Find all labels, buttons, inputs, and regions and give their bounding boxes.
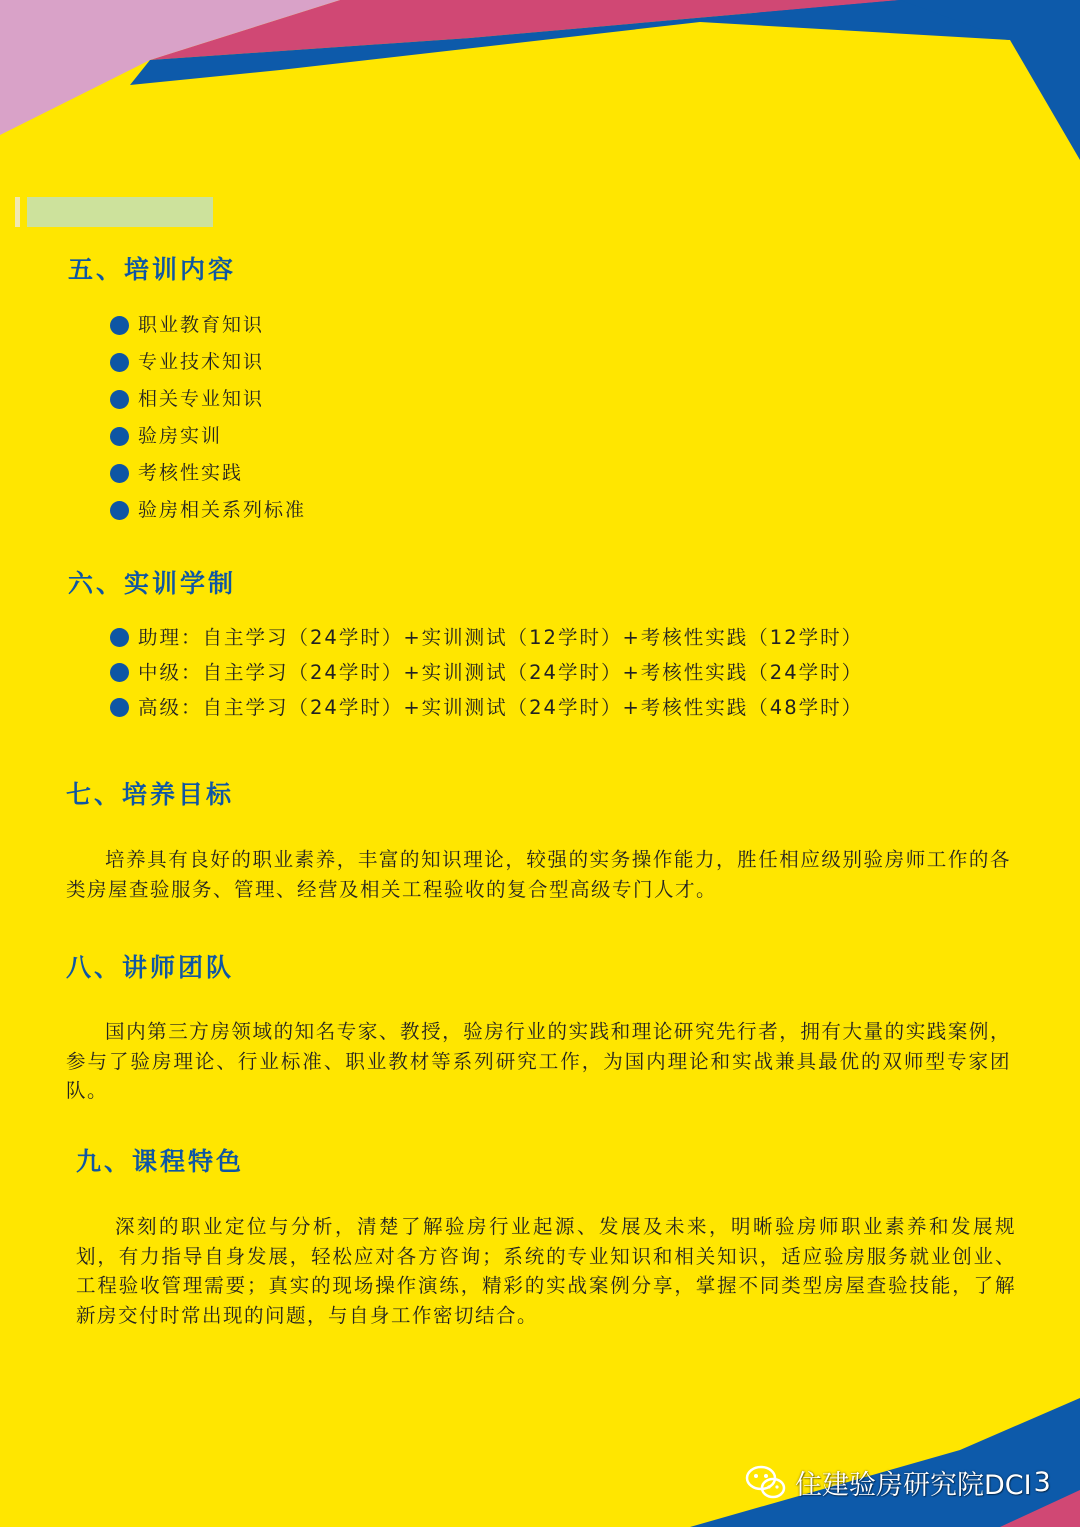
watermark-text: 住建验房研究院DCI (795, 1469, 1032, 1501)
wechat-icon (745, 1464, 787, 1500)
bullet-dot (110, 698, 129, 717)
bullet-dot (110, 628, 129, 647)
features-paragraph: 深刻的职业定位与分析，清楚了解验房行业起源、发展及未来，明晰验房师职业素养和发展规划，有力指导自身发展，轻松应对各方咨询；系统的专业知识和相关知识，适应验房服务就业创业、工程验收管理需要；真实的现场操作演练，精彩的实战案例分享，掌握不同类型房屋查验技能，了解新房交付时常出现的问题，与自身工作密切结合。 (76, 1215, 1016, 1327)
section-goal-title: 七、培养目标 (66, 780, 235, 809)
page-number: 3 (1033, 1466, 1051, 1498)
team-paragraph: 国内第三方房领域的知名专家、教授，验房行业的实践和理论研究先行者，拥有大量的实践案例，参与了验房理论、行业标准、职业教材等系列研究工作，为国内理论和实战兼具最优的双师型专家团队。 (66, 1020, 1011, 1102)
header-tab-box (27, 197, 213, 227)
list-item-text: 验房实训 (138, 425, 223, 447)
list-item (110, 497, 306, 534)
list-item (110, 624, 863, 659)
section-schedule-title: 六、实训学制 (68, 569, 237, 598)
bullet-dot (110, 663, 129, 682)
list-item-text: 考核性实践 (138, 462, 244, 484)
list-item-text: 助理：自主学习（24学时）+实训测试（12学时）+考核性实践（12学时） (138, 626, 864, 649)
list-item-text: 中级：自主学习（24学时）+实训测试（24学时）+考核性实践（24学时） (138, 661, 864, 684)
list-item (110, 386, 306, 423)
list-item (110, 423, 306, 460)
bullet-dot (110, 316, 129, 335)
list-item (110, 312, 306, 349)
list-item (110, 659, 863, 694)
section-features-title: 九、课程特色 (76, 1147, 245, 1176)
bullet-dot (110, 390, 129, 409)
list-item-text: 专业技术知识 (138, 351, 265, 373)
section-team-title: 八、讲师团队 (66, 953, 235, 982)
list-item (110, 694, 863, 729)
content-list (110, 312, 306, 534)
bullet-dot (110, 501, 129, 520)
bullet-dot (110, 464, 129, 483)
section-content-title: 五、培训内容 (68, 255, 237, 284)
list-item-text: 验房相关系列标准 (138, 499, 307, 521)
goal-paragraph: 培养具有良好的职业素养，丰富的知识理论，较强的实务操作能力，胜任相应级别验房师工作的各类房屋查验服务、管理、经营及相关工程验收的复合型高级专门人才。 (66, 848, 1011, 901)
list-item (110, 349, 306, 386)
list-item-text: 相关专业知识 (138, 388, 265, 410)
tab-marker (15, 197, 20, 227)
list-item-text: 职业教育知识 (138, 314, 265, 336)
list-item-text: 高级：自主学习（24学时）+实训测试（24学时）+考核性实践（48学时） (138, 696, 864, 719)
schedule-list (110, 624, 863, 729)
watermark (745, 1460, 1065, 1504)
bullet-dot (110, 353, 129, 372)
list-item (110, 460, 306, 497)
bullet-dot (110, 427, 129, 446)
